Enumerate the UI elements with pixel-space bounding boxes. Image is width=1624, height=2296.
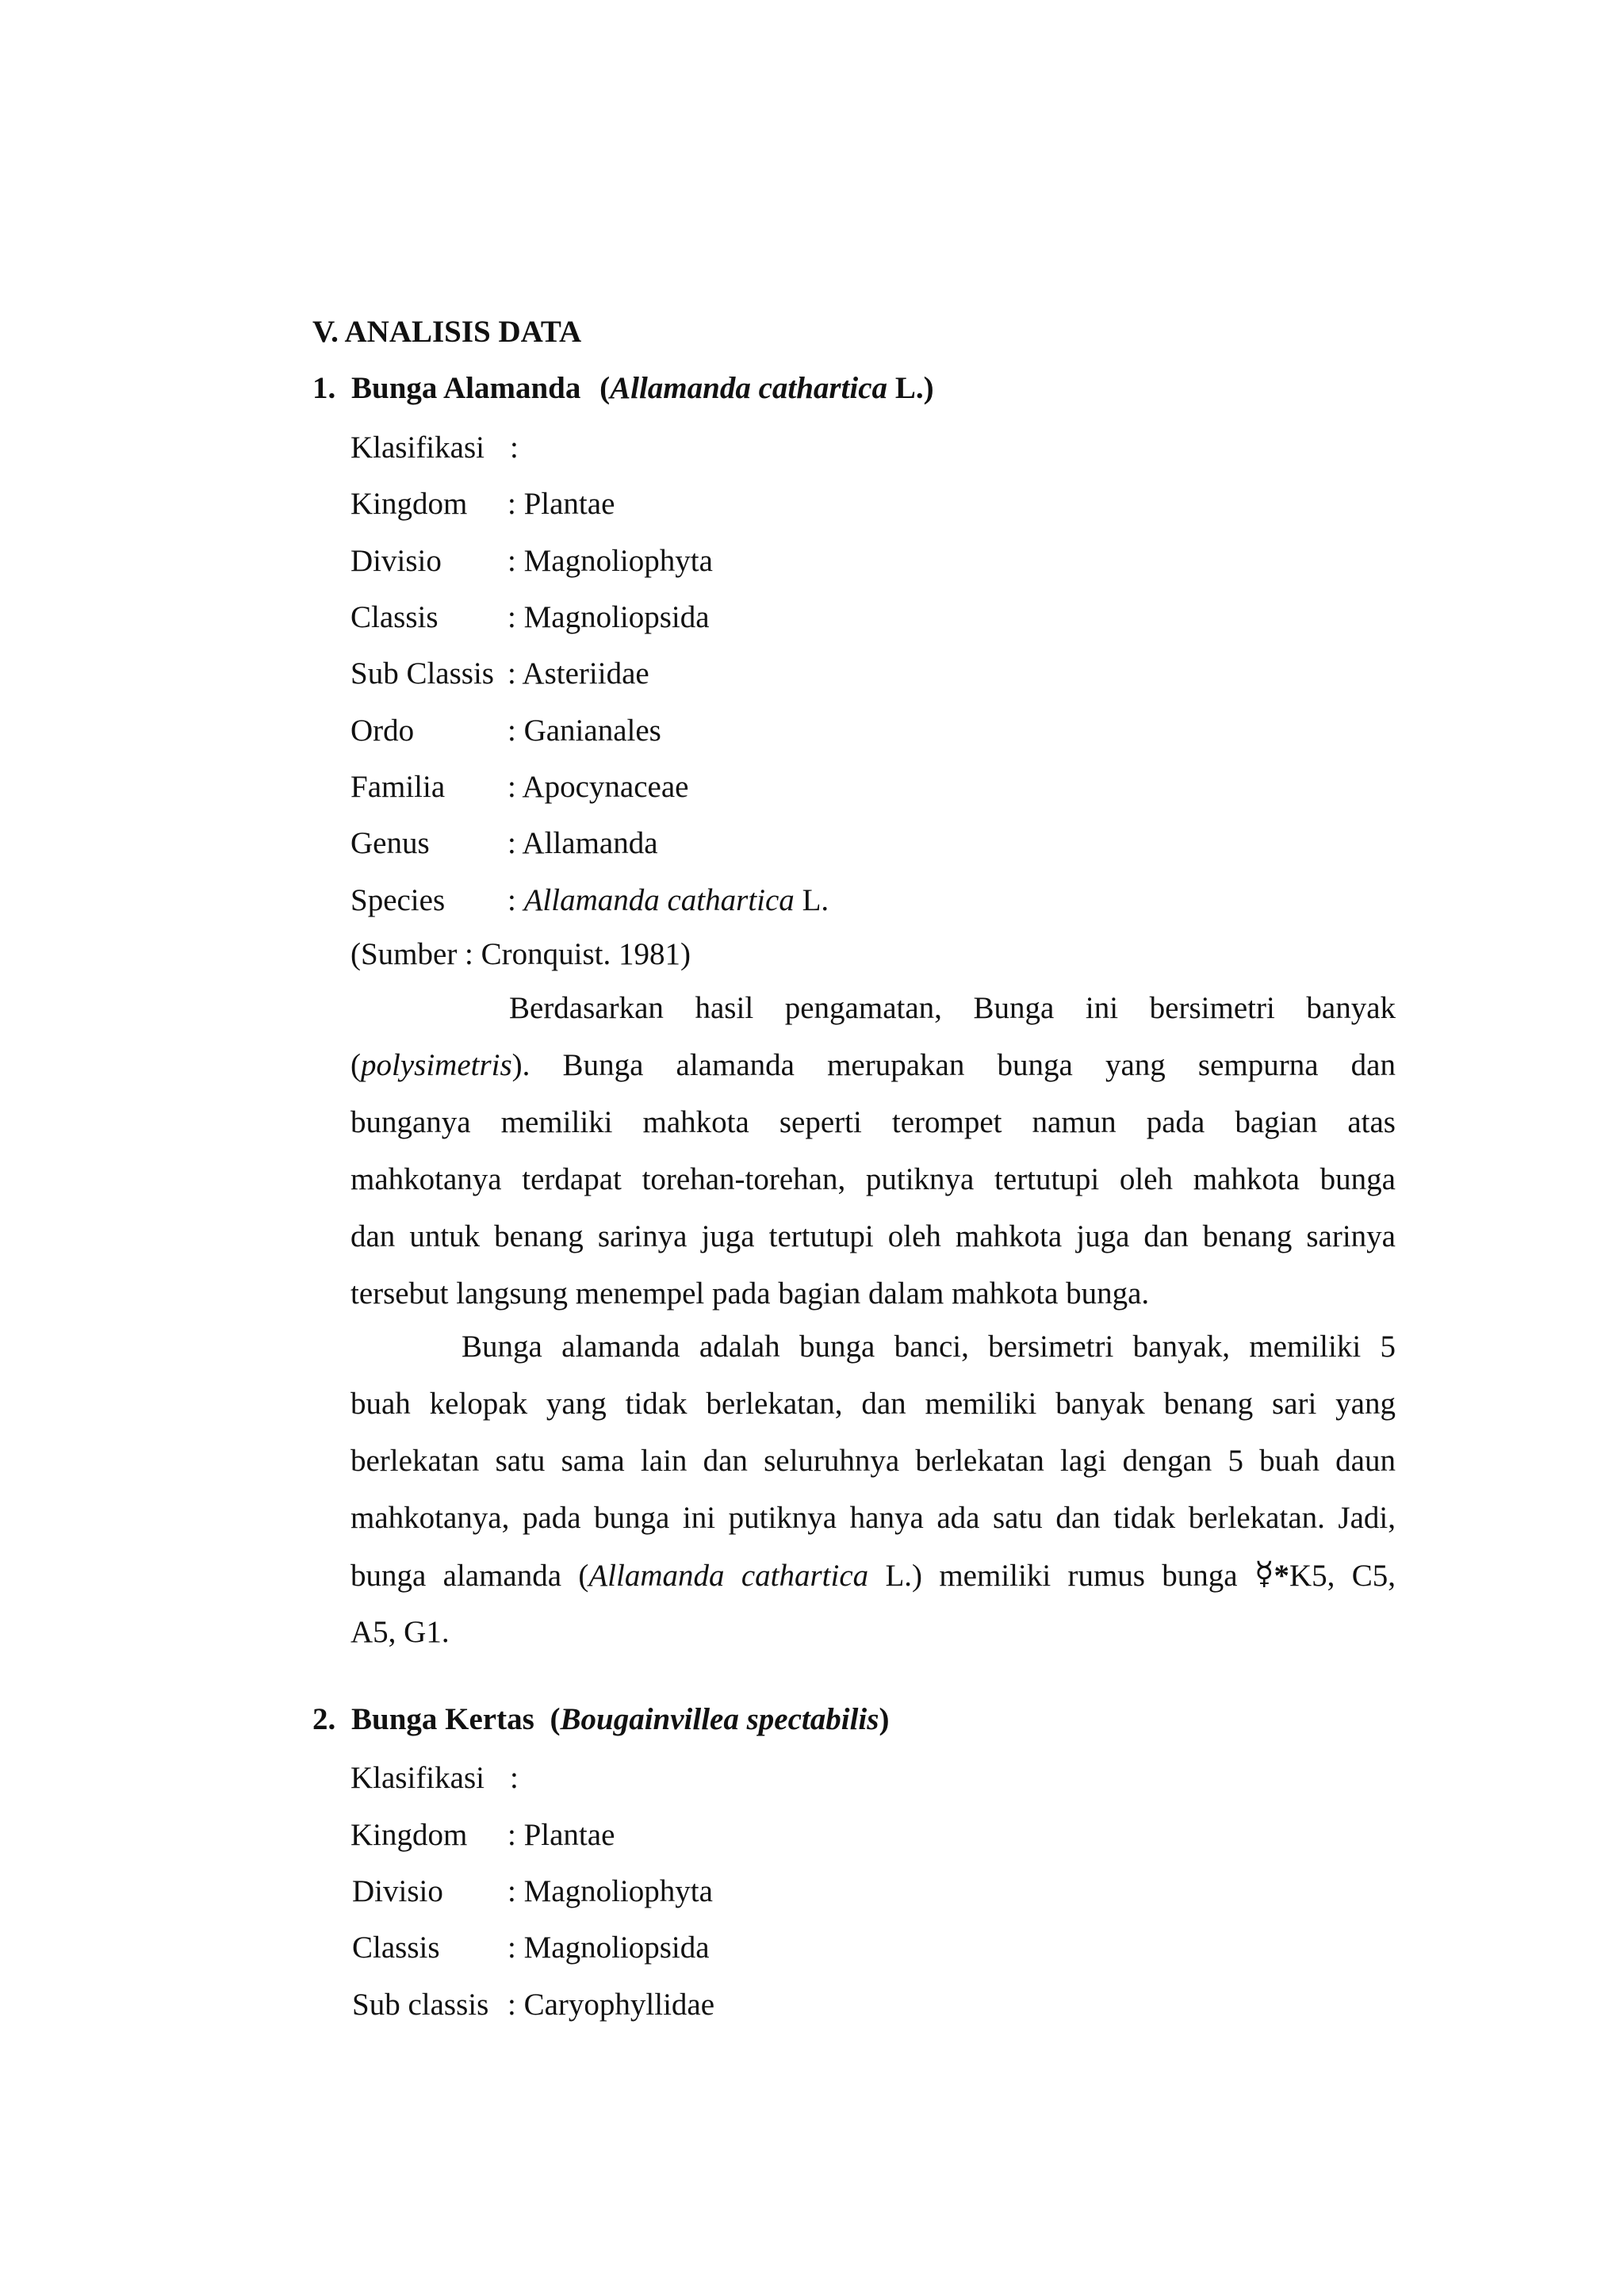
item2-heading-text: Bunga Kertas — [351, 1702, 534, 1736]
item1-heading-text: Bunga Alamanda — [351, 371, 581, 405]
item1-row-label: Genus — [350, 826, 430, 860]
item2-row-value: : Magnoliophyta — [508, 1874, 713, 1908]
item1-row-value: : Plantae — [508, 487, 615, 521]
item1-species-value — [508, 882, 829, 918]
paragraph-line: Bunga alamanda adalah bunga banci, bersimetri banyak, memiliki 5 — [462, 1330, 1396, 1364]
item2-klasifikasi-label: Klasifikasi — [350, 1761, 485, 1795]
paragraph-line: A5, G1. — [350, 1615, 450, 1649]
item2-row-label: Sub classis — [352, 1988, 489, 2022]
item1-row-value: : Ganianales — [508, 714, 661, 748]
paragraph-line: bunganya memiliki mahkota seperti terompet namun pada bagian atas — [350, 1105, 1396, 1139]
item2-row-value: : Caryophyllidae — [508, 1988, 715, 2022]
paragraph-line: berlekatan satu sama lain dan seluruhnya berlekatan lagi dengan 5 buah daun — [350, 1444, 1396, 1478]
paragraph-line: dan untuk benang sarinya juga tertutupi oleh mahkota juga dan benang sarinya — [350, 1219, 1396, 1253]
item2-heading-number: 2. — [312, 1702, 336, 1736]
paragraph-line: tersebut langsung menempel pada bagian dalam mahkota bunga. — [350, 1276, 1150, 1311]
item1-heading — [312, 373, 934, 404]
paragraph-line: (polysimetris). Bunga alamanda merupakan bunga yang sempurna dan — [350, 1048, 1396, 1082]
item2-row-label: Classis — [352, 1931, 440, 1965]
item1-row-label: Ordo — [350, 714, 415, 748]
paragraph-line: Berdasarkan hasil pengamatan, Bunga ini bersimetri banyak — [509, 991, 1396, 1025]
item1-row-value: : Magnoliophyta — [508, 544, 713, 578]
item1-row-value: : Asteriidae — [508, 656, 649, 691]
item1-paragraph-1 — [350, 980, 1396, 1322]
item2-heading — [312, 1704, 889, 1735]
item1-row-label: Sub Classis — [350, 656, 494, 691]
item1-row-label: Classis — [350, 600, 439, 634]
item1-row-value: : Allamanda — [508, 826, 658, 860]
item1-species-suffix: L. — [794, 883, 829, 917]
item2-row-value: : Plantae — [508, 1818, 615, 1852]
item1-heading-close: L.) — [887, 371, 934, 405]
item2-heading-latin: Bougainvillea spectabilis — [560, 1702, 879, 1736]
item1-klasifikasi-label: Klasifikasi — [350, 430, 485, 465]
item1-paragraph-2 — [350, 1318, 1396, 1661]
item1-row-label: Kingdom — [350, 487, 468, 521]
hermaphrodite-symbol-icon: ☿ — [1254, 1556, 1274, 1592]
section-title: V. ANALISIS DATA — [312, 315, 582, 349]
item2-heading-close: ) — [879, 1702, 890, 1736]
item1-species-label: Species — [350, 883, 446, 917]
item1-heading-number: 1. — [312, 371, 336, 405]
item1-row-value: : Apocynaceae — [508, 770, 689, 804]
item2-klasifikasi-colon: : — [510, 1761, 519, 1795]
item1-species-colon: : — [508, 883, 524, 917]
item2-row-label: Divisio — [352, 1874, 443, 1908]
paragraph-line: bunga alamanda (Allamanda cathartica L.) memiliki rumus bunga ☿*K5, C5, — [350, 1547, 1396, 1604]
item1-source: (Sumber : Cronquist. 1981) — [350, 937, 691, 971]
item1-heading-open: ( — [599, 371, 611, 405]
item1-species-latin: Allamanda cathartica — [523, 883, 795, 917]
item1-klasifikasi-colon: : — [510, 430, 519, 465]
item2-row-label: Kingdom — [350, 1818, 468, 1852]
item1-row-label: Divisio — [350, 544, 442, 578]
item2-heading-open: ( — [550, 1702, 561, 1736]
paragraph-line: mahkotanya, pada bunga ini putiknya hanya ada satu dan tidak berlekatan. Jadi, — [350, 1501, 1396, 1535]
paragraph-line: mahkotanya terdapat torehan-torehan, putiknya tertutupi oleh mahkota bunga — [350, 1162, 1396, 1196]
item1-heading-latin: Allamanda cathartica — [610, 371, 888, 405]
item2-row-value: : Magnoliopsida — [508, 1931, 710, 1965]
item1-row-value: : Magnoliopsida — [508, 600, 710, 634]
item1-row-label: Familia — [350, 770, 446, 804]
paragraph-line: buah kelopak yang tidak berlekatan, dan memiliki banyak benang sari yang — [350, 1387, 1396, 1421]
